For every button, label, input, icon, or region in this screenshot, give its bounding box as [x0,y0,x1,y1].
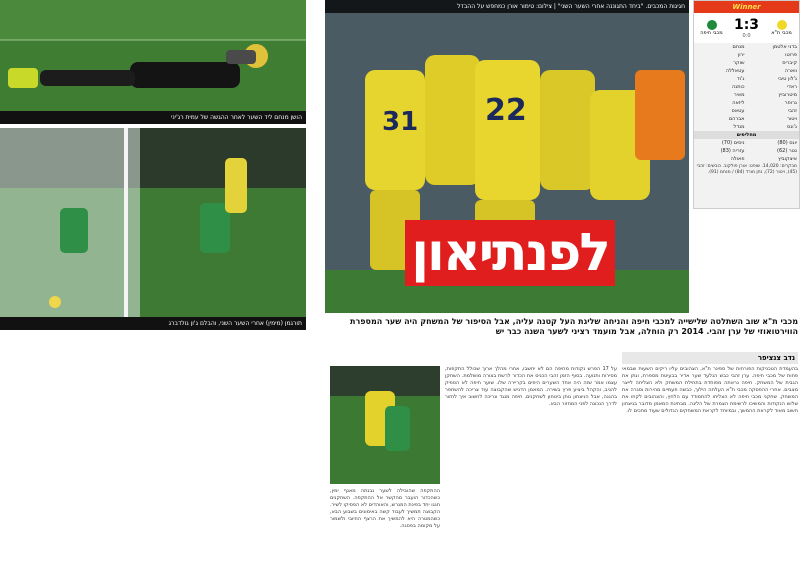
lineup-row: ג'לון טיבי ג'וד [736,76,797,82]
lineup-row: פרוטו ירון [737,52,797,58]
match-notes: מבקרים: 14,020. שופט: אורן פולקוב. כובשים: זהבי (45), ויטור (72), נתן מורד (84) / מנחם (91). [696,164,797,175]
goalkeeper-photo [0,0,306,124]
home-team-name: מכבי ת"א [771,30,792,36]
goal-illustration [0,128,306,330]
lineup-row: ווארה עטאללה [725,68,797,74]
goal-caption: תורגמן (מימין) אחרי השער השני, והבלם ג'ון גולדברג [0,317,306,330]
subs-row: יונס (80) ניסים (70) [721,140,797,146]
lineup-row: ג'ונס מנדל [733,124,797,130]
article-column-1: בהעמדת הטכניקות הפורחות של ספינר ת"א, הצהובים עליו ריקים השעות שבמאי פחות של מכבי חיפה. ערן זהבי כבש הגלעד שער אדיר בבעיטת מספרת, ונתן את הגבית של המשחק. חיפה נראתה מפוחדת בתחילת המשחק ולא הצליחה לייצר מצבים. אחרי ההפסקה מכבי ת"א העלתה הילוך, כבשה פעמיים מהירות וסגרה את המשחק. שחקני מכבי חיפה לא הצליחו להתמודד עם הלחץ, והצהובים לקחו את שלוש הנקודות והמשיכו לרשימת הצמרת של הליגה. מבחינת המאמן מדובר בניצחון חשוב מאוד לקראת ההמשך, ובמיוחד לקראת המשחקים הגדולים שעוד מחכים לו. [622,366,798,414]
headline-title: לפנתיאון [405,220,615,286]
home-team-logo [777,20,787,30]
headline-subtitle: מכבי ת"א שוב השתלטה שלישייה למכבי חיפה והניחה שליגת העל קטנה עליה, אבל הסיפור של המשחק היה שער המספרת הווירטואוזי של ערן זהבי. 2014 רק הוחלה, אבל מועמד רציני לשער השנה כבר יש [350,317,798,336]
article-column-2: על 17 הפרש נקודות מחיפה הם לא יחשבו, אחרי מהלך ארוך שכולל התקפות, מסירות ותנועה. בסוף הזמן זהבי הכניס את הכדור לרשת בצורה מושלמת. השחקן עצמו אמר שזה היה אחד השערים היפים בקריירה שלו. שוער חיפה לא הספיק להגיב, והקהל ביציע פרץ בשירה. המאמן הדגיש שהקבוצה עוד צריכה להשתפר בהגנה, אבל הניצחון נותן ביטחון לשחקנים. חיפה מנגד צריכה לחשוב איך לחזור לדרך הנכונה לפני המחזור הבא. [445,366,617,407]
article-photo-illustration [330,366,440,484]
scoreboard-brand: Winner [694,1,799,13]
lineup-row: ויטור אברהם [728,116,797,122]
goalkeeper-illustration [0,0,306,124]
celebration-caption: חגיגות המכבים. "ביחד התגוננה אחרי השער השני" | צילום: טימור אורן כמחפש על ההבדל [325,0,689,13]
subs-row: איצקוביץ פאולה [730,156,797,162]
lineup-row: ראדי כותנה [731,84,797,90]
lineup-table [694,43,799,131]
svg-text:31: 31 [382,107,419,137]
svg-text:22: 22 [485,93,527,128]
subs-row: גטר (62) עזריה (83) [720,148,797,154]
article-photo [330,366,440,484]
lineup-row: גרופר ליזאה [732,100,797,106]
away-team-name: מכבי חיפה [700,30,723,36]
lineup-row: בדני אלטמן מנחם [732,44,797,50]
goal-photo [0,128,306,330]
subs-title: מחליפים [694,131,799,139]
goalkeeper-caption: הושן מנחם ליד השער לאחר ההגשה של עמית רג'יני [0,111,306,124]
celebration-photo [325,0,689,313]
lineup-row: קיבריס שוקר [733,60,797,66]
lineup-row: זהבי עטאס [731,108,797,114]
article-column-3: ההתקפה שהובילה לשער נבנתה מאגף ימין, כשהכדור הועבר מהקשר אל ההתקפה. השחקנים חגגו יחד בפינת המגרש, והאוהדים לא הפסיקו לשיר. הקבוצה תמשיך לעבוד קשה באימונים בשבוע הבא, כשהמטרה היא להמשיך את הרצף החיובי ולשמור על מקומה בפסגה. [330,488,440,529]
lineup-row: מיטרוביץ מאיר [733,92,797,98]
away-team-logo [707,20,717,30]
scoreboard [693,0,800,209]
score: 1:3 [733,17,760,33]
byline: נדב צנציפר [622,352,798,364]
halftime-score: 0:0 [742,33,751,39]
